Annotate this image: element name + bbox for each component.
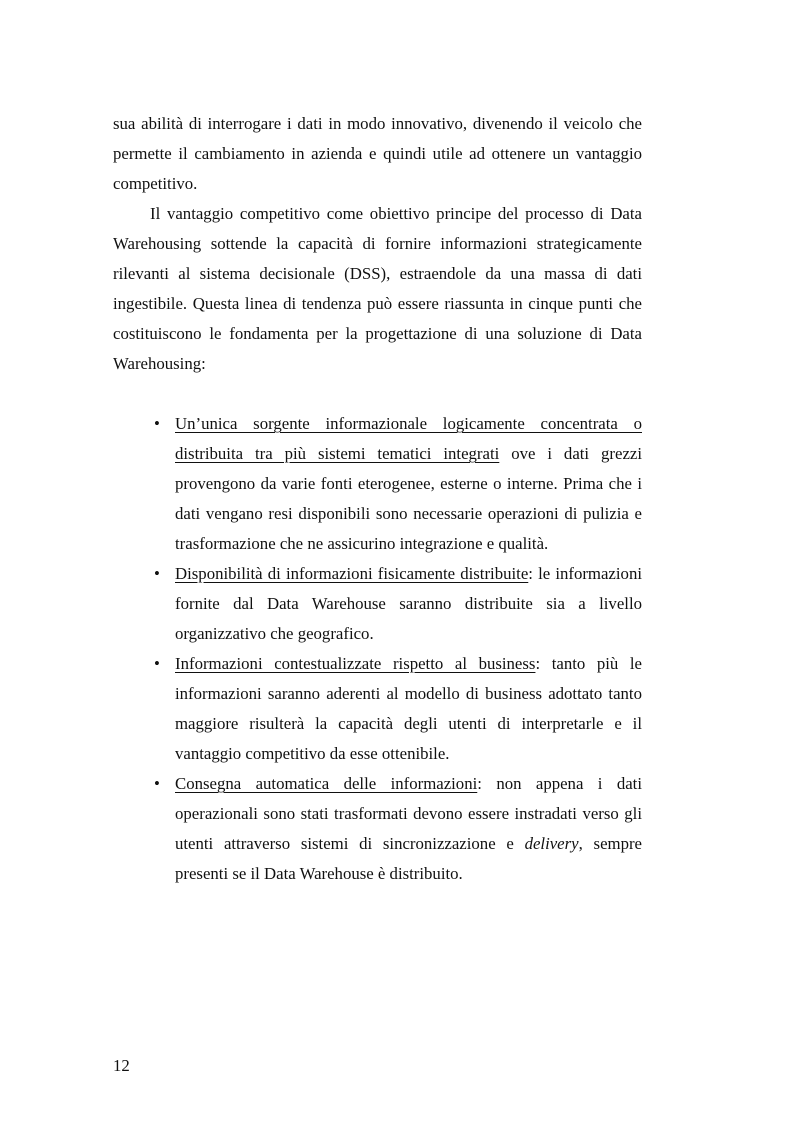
bullet-item-business-context	[113, 649, 642, 769]
bullet-heading: Consegna automatica delle informazioni	[175, 774, 478, 793]
bullet-icon: •	[154, 414, 160, 433]
bullet-item-automatic-delivery	[113, 769, 642, 889]
paragraph-intro: sua abilità di interrogare i dati in modo innovativo, divenendo il veicolo che permette il cambiamento in azienda e quindi utile ad ottenere un vantaggio competitivo.	[113, 114, 642, 193]
bullet-text: : le informazioni fornite dal Data Warehouse saranno distribuite sia a livello organizzativo che geografico.	[175, 564, 642, 643]
page-number: 12	[113, 1056, 130, 1075]
bullet-text: : non appena i dati operazionali sono stati trasformati devono essere instradati verso gli utenti attraverso sistemi di sincronizzazione e	[175, 774, 643, 853]
bullet-icon: •	[154, 654, 160, 673]
bullet-text-end: , sempre presenti se il Data Warehouse è distribuito.	[175, 834, 642, 883]
bullet-text: : tanto più le informazioni saranno aderenti al modello di business adottato tanto maggiore risulterà la capacità degli utenti di interpretarle e il vantaggio competitivo da esse ottenibile.	[175, 654, 643, 763]
bullet-item-distributed-info	[113, 559, 642, 649]
paragraph-competitive-advantage: Il vantaggio competitivo come obiettivo principe del processo di Data Warehousing sottende la capacità di fornire informazioni strategicamente rilevanti al sistema decisionale (DSS), estraendole da una massa di dati ingestibile. Questa linea di tendenza può essere riassunta in cinque punti che costituiscono le fondamenta per la progettazione di una soluzione di Data Warehousing:	[113, 204, 642, 373]
bullet-list	[113, 409, 642, 889]
bullet-item-single-source	[113, 409, 642, 559]
bullet-text: ove i dati grezzi provengono da varie fonti eterogenee, esterne o interne. Prima che i dati vengano resi disponibili sono necessarie operazioni di pulizia e trasformazione che ne assicurino integrazione e qualità.	[175, 444, 643, 553]
bullet-heading: Un’unica sorgente informazionale logicamente concentrata o distribuita tra più sistemi tematici integrati	[175, 414, 642, 463]
bullet-icon: •	[154, 564, 160, 583]
bullet-icon: •	[154, 774, 160, 793]
bullet-italic-term: delivery	[524, 834, 579, 853]
bullet-heading: Disponibilità di informazioni fisicamente distribuite	[175, 564, 529, 583]
bullet-heading: Informazioni contestualizzate rispetto al business	[175, 654, 536, 673]
page-body	[113, 109, 642, 889]
